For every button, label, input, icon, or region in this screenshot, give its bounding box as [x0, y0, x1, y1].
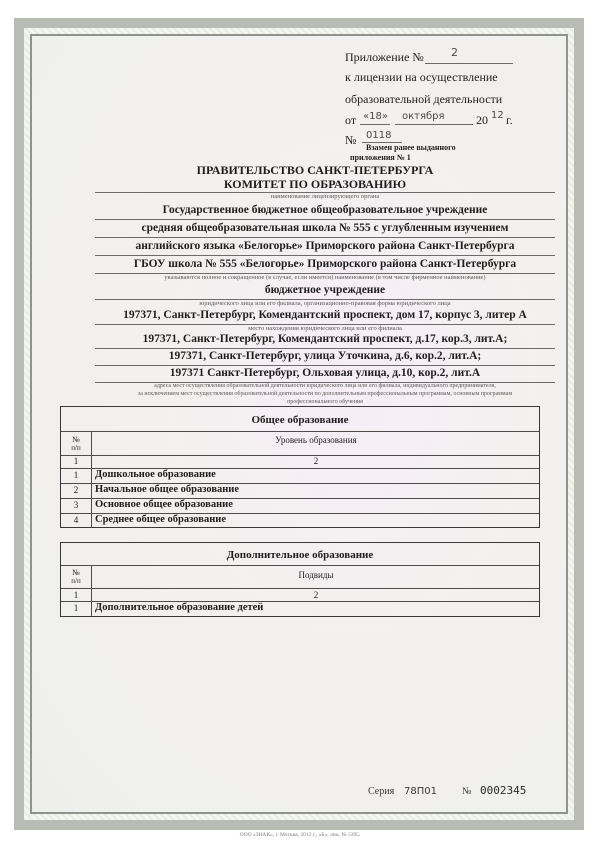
gen-row-name: Среднее общее образование — [95, 514, 226, 525]
org-address-caption-2: за исключением мест осуществления образовательной деятельности по дополнительным профессиональным программам, основным программам — [137, 391, 513, 397]
authority-caption: наименование лицензирующего органа — [270, 193, 380, 200]
date-from: от — [345, 113, 357, 127]
appendix-label: Приложение № — [345, 50, 424, 64]
add-col-subtype: Подвиды — [298, 570, 334, 580]
general-education-title: Общее образование — [251, 414, 349, 426]
gen-idx-no: 1 — [73, 456, 79, 466]
gen-row-name: Дошкольное образование — [95, 469, 216, 480]
date-year: 12 — [491, 110, 504, 121]
serial-no-label: № — [462, 786, 472, 797]
org-form: бюджетное учреждение — [264, 284, 386, 296]
org-address-3: 197371 Санкт-Петербург, Ольховая улица, д.10, кор.2, лит.А — [169, 367, 481, 379]
org-name-caption: указываются полное и сокращенное (в случае, если имеется) наименование (в том числе фирменное наименование) — [164, 274, 486, 281]
additional-education-table — [60, 542, 540, 617]
date-year-prefix: 20 — [476, 113, 488, 127]
replace-note-1: Взамен ранее выданного — [366, 143, 456, 152]
gen-col-no-sub: п/п — [71, 444, 81, 452]
gen-idx-level: 2 — [313, 456, 319, 466]
general-education-table — [60, 406, 540, 528]
gen-col-no: № — [72, 435, 80, 444]
gen-row-no: 1 — [73, 470, 79, 480]
printer-imprint: ООО «ЗНАК», г. Москва, 2012 г., «Б», лиц. № 5395. — [239, 832, 361, 838]
add-idx-subtype: 2 — [313, 590, 319, 600]
gen-row-no: 3 — [73, 500, 79, 510]
org-legal-address: 197371, Санкт-Петербург, Комендантский проспект, дом 17, корпус 3, литер А — [123, 309, 527, 321]
appendix-line-3: образовательной деятельности — [345, 92, 503, 106]
authority-line-2: КОМИТЕТ ПО ОБРАЗОВАНИЮ — [223, 177, 407, 191]
serial-no-value: 0002345 — [480, 784, 527, 797]
org-address-caption-3: профессионального обучения — [287, 399, 363, 405]
number-label: № — [345, 133, 357, 147]
org-line-1: Государственное бюджетное общеобразовательное учреждение — [162, 204, 488, 216]
series-value: 78П01 — [404, 786, 437, 797]
date-month: октября — [402, 111, 445, 122]
org-location-caption: место нахождения юридического лица или его филиала — [248, 325, 402, 332]
org-line-4: ГБОУ школа № 555 «Белогорье» Приморского района Санкт-Петербурга — [133, 258, 517, 270]
authority-line-1: ПРАВИТЕЛЬСТВО САНКТ-ПЕТЕРБУРГА — [196, 163, 434, 177]
org-address-2: 197371, Санкт-Петербург, улица Уточкина, д.6, кор.2, лит.А; — [168, 350, 482, 362]
org-address-caption-1: адреса мест осуществления образовательной деятельности юридического лица или его филиала, индивидуального предпринимателя, — [154, 383, 496, 389]
org-address-1: 197371, Санкт-Петербург, Комендантский проспект, д.17, кор.3, лит.А; — [142, 333, 508, 345]
add-col-no: № — [72, 568, 80, 577]
add-col-no-sub: п/п — [71, 577, 81, 585]
gen-row-name: Начальное общее образование — [95, 484, 240, 495]
gen-col-level: Уровень образования — [275, 435, 357, 445]
org-line-3: английского языка «Белогорье» Приморского района Санкт-Петербурга — [135, 240, 515, 252]
gen-row-no: 2 — [73, 485, 79, 495]
replace-note-2: приложения № 1 — [350, 153, 411, 162]
org-form-caption: юридического лица или его филиала, организационно-правовая форма юридического лица — [199, 300, 451, 307]
gen-row-no: 4 — [73, 515, 79, 525]
add-row-name: Дополнительное образование детей — [95, 602, 264, 613]
number-value: 0118 — [366, 130, 392, 141]
appendix-number: 2 — [451, 46, 458, 59]
add-idx-no: 1 — [73, 590, 79, 600]
org-line-2: средняя общеобразовательная школа № 555 с углубленным изучением — [141, 222, 509, 234]
date-day: «18» — [363, 111, 388, 122]
appendix-line-2: к лицензии на осуществление — [345, 70, 498, 84]
series-label: Серия — [368, 786, 395, 797]
additional-education-title: Дополнительное образование — [226, 549, 374, 561]
add-row-no: 1 — [73, 603, 79, 613]
date-year-unit: г. — [506, 113, 513, 127]
gen-row-name: Основное общее образование — [95, 499, 233, 510]
